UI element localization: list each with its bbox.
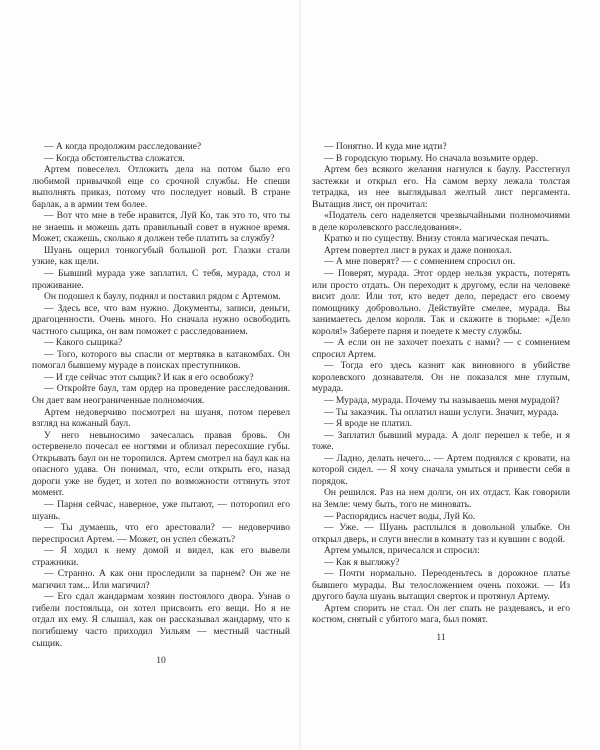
- paragraph: Шуань ощерил тонкогубый большой рот. Глазки стали узкие, как щели.: [32, 244, 290, 268]
- paragraph: — Его сдал жандармам хозяин постоялого двора. Узнав о гибели постояльца, он хотел присвоить его вещи. Но я не отдал их ему. Я слышал, как он рассказывал жандарму, что к погибшему часто приходил Уильям — местный частный сыщик.: [32, 591, 290, 649]
- paragraph: — А когда продолжим расследование?: [44, 141, 202, 152]
- left-page: [32, 141, 290, 667]
- paragraph: — Когда обстоятельства сложатся.: [44, 152, 185, 164]
- paragraph: — Тогда его здесь казнят как виновного в убийстве королевского дознавателя. Он не показался мне глупым, мурада.: [312, 360, 570, 395]
- paragraph: Артем недоверчиво посмотрел на шуаня, потом перевел взгляд на кожаный баул.: [32, 406, 290, 430]
- right-page: [312, 141, 570, 644]
- paragraph: — Я вроде не платил.: [324, 418, 412, 430]
- paragraph: Он решился. Раз на нем долги, он их отдаст. Как говорили на Земле: чему быть, того не миновать.: [312, 487, 570, 510]
- paragraph: — Парня сейчас, наверное, уже пытают, — поторопил его шуань.: [32, 498, 290, 522]
- paragraph: Артем умылся, причесался и спросил:: [324, 545, 480, 557]
- paragraph: — Распорядись насчет воды, Луй Ко.: [324, 510, 476, 522]
- paragraph: — Ладно, делать нечего... — Артем поднялся с кровати, на которой сидел. — Я хочу сначала умыться и привести себя в порядок.: [312, 452, 570, 487]
- paragraph: Артем повеселел. Отложить дела на потом было его любимой привычкой еще со срочной службы. Не спеши выполнять приказ, потому что последует новый. В стране барлак, а в армии тем более.: [32, 164, 290, 210]
- paragraph: — Вот что мне в тебе нравится, Луй Ко, так это то, что ты не знаешь и можешь дать правильный совет в нужное время. Может, скажешь, сколько я должен тебе платить за службу?: [32, 210, 290, 245]
- paragraph: — Здесь все, что вам нужно. Документы, записи, деньги, драгоценности. Очень много. Но сначала нужно освободить частного сыщика, он вам поможет с расследованием.: [32, 302, 290, 337]
- left-page-number: 10: [156, 656, 166, 667]
- paragraph: — А мне поверят? — с сомнением спросил он.: [324, 256, 516, 268]
- paragraph: — Того, которого вы спасли от мертвяка в катакомбах. Он помогал бывшему мураде в поисках преступников.: [32, 348, 290, 372]
- paragraph: Артем спорить не стал. Он лег спать не раздеваясь, и его костюм, снятый с убитого мага, был помят.: [312, 602, 570, 626]
- paragraph: — И где сейчас этот сыщик? И как я его освобожу?: [44, 371, 254, 383]
- paragraph: — Мурада, мурада. Почему ты называешь меня мурадой?: [324, 395, 560, 407]
- paragraph: — В городскую тюрьму. Но сначала возьмите ордер.: [324, 152, 539, 164]
- book-gutter: [298, 0, 302, 750]
- right-page-text: [312, 141, 570, 626]
- paragraph: — Понятно. И куда мне идти?: [324, 141, 447, 152]
- paragraph: — Странно. А как они проследили за парнем? Он же не магичил там... Или магичил?: [32, 568, 290, 591]
- paragraph: Артем без всякого желания нагнулся к баулу. Расстегнул застежки и открыл его. На самом верху лежала толстая тетрадка, из нее выглядывал желтый лист пергамента. Вытащив лист, он прочитал:: [312, 164, 570, 210]
- paragraph: У него невыносимо зачесалась правая бровь. Он остервенело почесал ее ногтями и облизал пересохшие губы. Открывать баул он не торопился. Артем смотрел на баул как на опасного удава. Он понимал, что, если открыть его, назад дороги уже не будет, и хотел по возможности оттянуть этот момент.: [32, 429, 290, 499]
- paragraph: — Откройте баул, там ордер на проведение расследования. Он дает вам неограниченные полномочия.: [32, 383, 290, 407]
- paragraph: — Ты заказчик. Ты оплатил наши услуги. Значит, мурада.: [324, 406, 559, 418]
- paragraph: Он подошел к баулу, поднял и поставил рядом с Артемом.: [44, 291, 281, 303]
- right-page-number: 11: [436, 632, 446, 643]
- left-page-text: [32, 141, 290, 649]
- paragraph: — Какого сыщика?: [44, 337, 123, 349]
- paragraph: — Поверят, мурада. Этот ордер нельзя украсть, потерять или просто отдать. Он переходит к другому, если на человеке висит долг. Или тот, кто ведет дело, передаст его своему помощнику добровольно. Действуйте смелее, мурада. Вы занимаетесь делом короля. Так и скажите в тюрьме: «Дело короля!» Заберете парня и поедете к месту службы.: [312, 268, 570, 337]
- paragraph: — А если он не захочет поехать с нами? — с сомнением спросил Артем.: [312, 337, 570, 360]
- paragraph: — Как я выгляжу?: [324, 556, 400, 568]
- paragraph: «Податель сего наделяется чрезвычайными полномочиями в деле королевского расследования».: [312, 210, 570, 233]
- paragraph: — Уже. — Шуань расплылся в довольной улыбке. Он открыл дверь, и слуги внесли в комнату таз и кувшин с водой.: [312, 522, 570, 545]
- paragraph: — Заплатил бывший мурада. А долг перешел к тебе, и я тоже.: [312, 429, 570, 453]
- paragraph: — Почти нормально. Переоденьтесь в дорожное платье бывшего мурады. Вы телосложением очень похожи. — Из другого баула шуань вытащил сверток и протянул Артему.: [312, 568, 570, 603]
- paragraph: Кратко и по существу. Внизу стояла магическая печать.: [324, 233, 550, 245]
- paragraph: — Я ходил к нему домой и видел, как его вывели стражники.: [32, 545, 290, 568]
- paragraph: — Бывший мурада уже заплатил. С тебя, мурада, стол и проживание.: [32, 268, 290, 291]
- paragraph: Артем повертел лист в руках и даже понюхал.: [324, 244, 512, 256]
- paragraph: — Ты думаешь, что его арестовали? — недоверчиво переспросил Артем. — Может, он успел сбежать?: [32, 522, 290, 545]
